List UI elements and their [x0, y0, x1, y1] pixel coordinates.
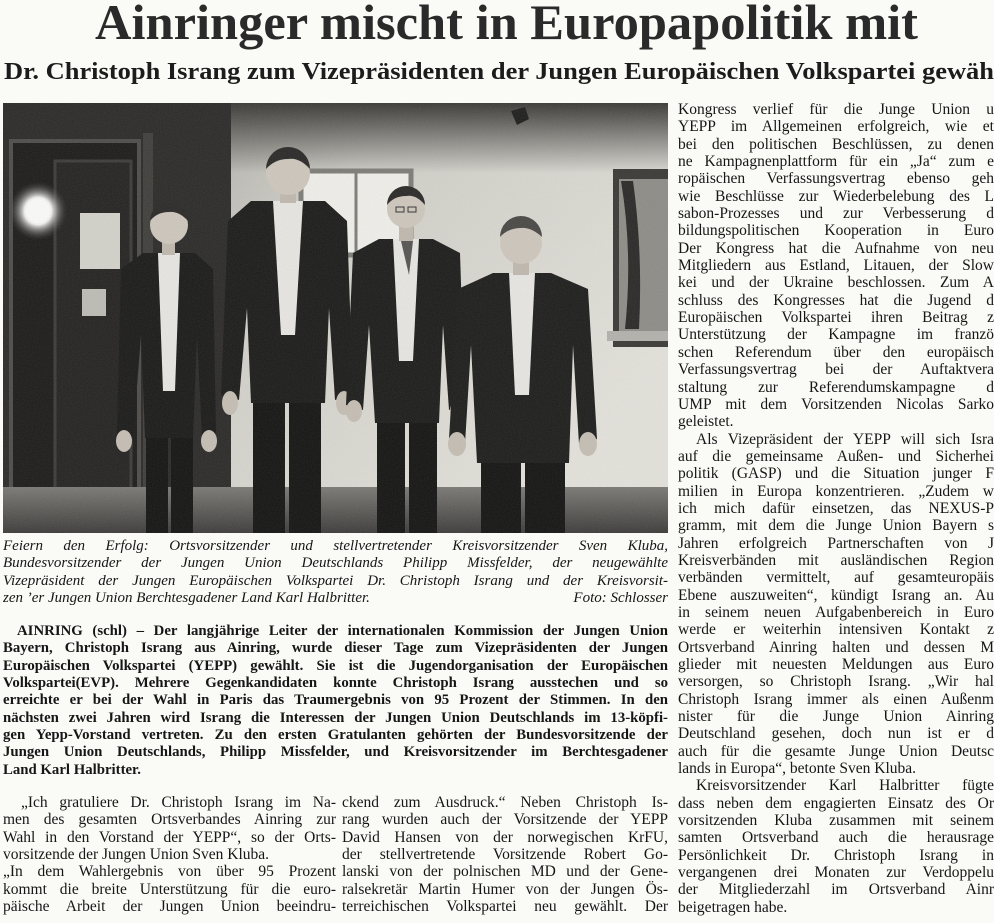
photo-grain	[3, 103, 668, 533]
text-line: ropäischen Verfassungsvertrag ebenso geh	[678, 170, 994, 188]
text-line: in seinem neuen Aufgabenbereich in Euro	[678, 603, 994, 621]
lead-paragraph	[3, 623, 668, 779]
photo-credit: Foto: Schlosser	[573, 590, 668, 607]
caption-line: Bundesvorsitzender der Jungen Union Deutschlands Philipp Missfelder, der neugewählte	[3, 555, 668, 572]
text-line: Ebene auszuweiten“, kündigt Israng an. Au	[678, 586, 994, 604]
text-line: David Hansen von der norwegischen KrFU,	[342, 828, 668, 846]
text-line: bei den politischen Beschlüssen, zu denen	[678, 135, 994, 153]
text-line: Wahl in den Vorstand der YEPP“, so der Orts-	[3, 828, 336, 846]
headline	[95, 0, 918, 50]
text-line: politik (GASP) und die Situation junger F	[678, 465, 994, 483]
text-line: lands in Europa“, betonte Sven Kluba.	[678, 760, 917, 778]
text-line: auf die gemeinsame Außen- und Sicherhei	[678, 447, 994, 465]
text-line: vorsitzenden Kluba zusammen mit seinem	[678, 812, 994, 830]
text-line: samten Ortsverband auch die herausrage	[678, 829, 994, 847]
caption-line: zen ’er Jungen Union Berchtesgadener Land Karl Halbritter.	[3, 590, 370, 607]
text-line: wie Beschlüsse zur Wiederbelebung des L	[678, 187, 994, 205]
article-column-3	[678, 101, 994, 916]
text-line: Kreisvorsitzender Karl Halbritter fügte	[696, 777, 994, 795]
text-line: „In dem Wahlergebnis von über 95 Prozent	[3, 863, 336, 881]
lead-line: gen Yepp-Vorstand vertreten. Zu den ersten Gratulanten gehörten der Bundesvorsitzende der	[3, 727, 668, 744]
photo-image	[3, 103, 668, 533]
text-line: gramm, mit dem die Junge Union Bayern s	[678, 517, 994, 535]
subheadline	[4, 58, 994, 86]
text-line: Ortsverband Ainring halten und dessen M	[678, 638, 994, 656]
text-line: ralsekretär Martin Humer von der Jungen Ös-	[342, 880, 668, 898]
text-line: kommt die breite Unterstützung für die euro-	[3, 880, 336, 898]
lead-line: nächsten zwei Jahren wird Israng die Interessen der Jungen Union Deutschlands im 13-köpfi-	[3, 709, 668, 726]
headline-text: Ainringer mischt in Europapolitik mit	[95, 0, 918, 50]
text-line: men des gesamten Ortsverbandes Ainring zur	[3, 811, 336, 829]
text-line: glieder mit neuesten Meldungen aus Euro	[678, 656, 994, 673]
text-line: der stellvertretende Vorsitzende Robert Go-	[342, 846, 668, 864]
text-line: YEPP im Allgemeinen erfolgreich, wie et	[678, 118, 994, 136]
text-line: Deutschland gesehen, doch nun ist er d	[678, 725, 994, 743]
text-line: ckend zum Ausdruck.“ Neben Christoph Is-	[342, 794, 668, 811]
text-line: lanski von der polnischen MD und der Gene-	[342, 863, 668, 881]
text-line: geleistet.	[678, 413, 734, 431]
lead-line: erreichte er bei der Wahl in Paris das Traumergebnis von 95 Prozent der Stimmen. In den	[3, 692, 668, 709]
text-line: ich mich dafür einsetzen, das NEXUS-P	[678, 499, 994, 517]
text-line: Unterstützung der Kampagne im franzö	[678, 326, 994, 344]
text-line: päische Arbeit der Jungen Union beeindru-	[3, 898, 336, 916]
news-photo	[3, 103, 668, 533]
subheadline-text: Dr. Christoph Israng zum Vizepräsidenten der Jungen Europäischen Volkspartei gewäh	[4, 59, 994, 85]
text-line: Mitgliedern aus Estland, Litauen, der Slow	[678, 257, 994, 275]
text-line: verbänden vermittelt, auf gesamteuropäis	[678, 569, 994, 587]
lead-line: Jungen Union Deutschlands, Philipp Missfelder, und Kreisvorsitzender im Berchtesgadener	[3, 744, 668, 761]
text-line: Als Vizepräsident der YEPP will sich Isra	[696, 430, 994, 448]
text-line: Jahren erfolgreich Partnerschaften von J	[678, 534, 994, 552]
text-line: nister für die Junge Union Ainring	[678, 708, 994, 726]
text-line: Europäischen Volkspartei ihren Beitrag z	[678, 309, 994, 327]
text-line: Verfassungsvertrag bei der Auftaktvera	[678, 361, 994, 379]
text-line: Kongress verlief für die Junge Union u	[678, 101, 994, 118]
article-column-2	[342, 794, 668, 915]
text-line: auch für die gesamte Junge Union Deutsc	[678, 742, 994, 760]
text-line: kei und der Ukraine beschlossen. Zum A	[678, 274, 994, 292]
text-line: milien in Europa konzentrieren. „Zudem w	[678, 482, 994, 500]
caption-line: Vizepräsident der Jungen Europäischen Volkspartei Dr. Christoph Israng und der Kreisvorsit-	[3, 572, 668, 589]
text-line: terreichischen Volkspartei neu gewählt. Der	[342, 898, 668, 916]
text-line: der Mitgliederzahl im Ortsverband Ainr	[678, 881, 994, 899]
text-line: Christoph Israng immer als einen Außenm	[678, 690, 994, 708]
text-line: ne Kampagnenplattform für ein „Ja“ zum e	[678, 153, 994, 171]
lead-line: Land Karl Halbritter.	[3, 761, 141, 778]
text-line: dass neben dem engagierten Einsatz des Or	[678, 794, 994, 812]
lead-line: Europäischen Volkspartei (YEPP) gewählt. Sie ist die Jugendorganisation der Europäischen	[3, 657, 668, 674]
text-line: vergangenen drei Monaten zur Verdoppelu	[678, 864, 994, 882]
text-line: schen Referendum über den europäisch	[678, 343, 994, 361]
text-line: „Ich gratuliere Dr. Christoph Israng im Na-	[21, 794, 336, 811]
text-line: beigetragen habe.	[678, 898, 788, 916]
text-line: werde er weiterhin intensiven Kontakt z	[678, 621, 994, 639]
lead-line: Bayern, Christoph Israng aus Ainring, wurde dieser Tage zum Vizepräsidenten der Jungen	[3, 640, 668, 657]
text-line: schluss des Kongresses hat die Jugend d	[678, 291, 994, 309]
text-line: sabon-Prozesses und zur Verbesserung d	[678, 205, 994, 223]
lead-line: AINRING (schl) – Der langjährige Leiter der internationalen Kommission der Jungen Union	[17, 623, 668, 639]
text-line: Der Kongress hat die Aufnahme von neu	[678, 239, 994, 257]
text-line: Persönlichkeit Dr. Christoph Israng in	[678, 846, 994, 864]
lead-line: Volkspartei(EVP). Mehrere Gegenkandidaten konnte Christoph Israng ausstechen und so	[3, 675, 668, 692]
text-line: Kreisverbänden mit ausländischen Region	[678, 551, 994, 569]
text-line: UMP mit dem Vorsitzenden Nicolas Sarko	[678, 395, 994, 413]
text-line: bildungspolitischen Kooperation in Euro	[678, 222, 994, 240]
text-line: vorsitzende der Jungen Union Sven Kluba.	[3, 846, 270, 864]
text-line: staltung zur Referendumskampagne d	[678, 378, 994, 396]
caption-line: Feiern den Erfolg: Ortsvorsitzender und stellvertretender Kreisvorsitzender Sven Kluba,	[3, 538, 668, 554]
text-line: rang wurden auch der Vorsitzende der YEPP	[342, 811, 668, 829]
article-column-1	[3, 794, 336, 915]
text-line: versorgen, so Christoph Israng. „Wir hal	[678, 673, 994, 691]
photo-caption	[3, 538, 668, 607]
